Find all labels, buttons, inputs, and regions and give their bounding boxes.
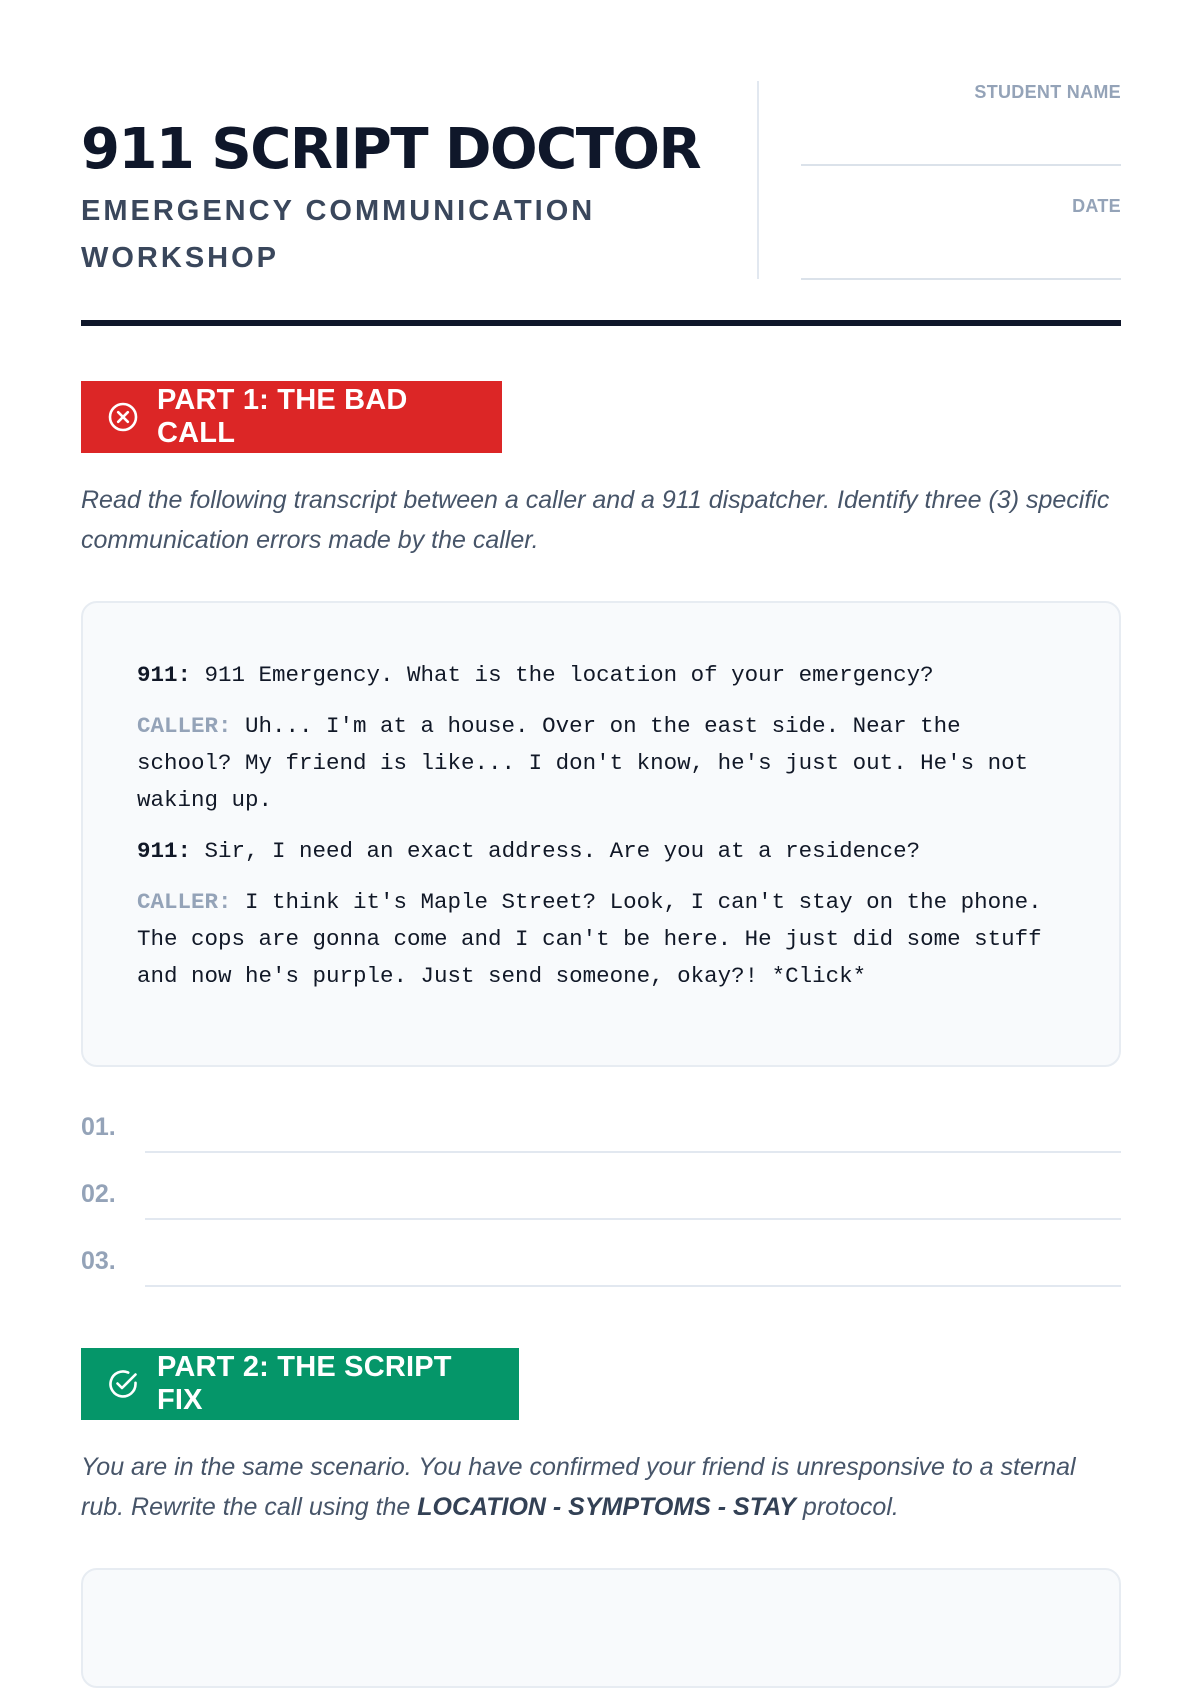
worksheet xyxy=(81,0,1121,1521)
transcript-line xyxy=(137,833,1067,870)
transcript-text: Sir, I need an exact address. Are you at a residence? xyxy=(191,838,921,864)
transcript-text: I think it's Maple Street? Look, I can't stay on the phone. The cops are gonna come and I can't be here. He just did some stuff and now he's purple. Just send someone, okay?! *Click* xyxy=(137,889,1042,989)
answer-row xyxy=(81,1247,1121,1287)
answer-row xyxy=(81,1113,1121,1153)
header-rule xyxy=(81,320,1121,326)
part1-instructions: Read the following transcript between a caller and a 911 dispatcher. Identify three (3) specific communication errors made by the caller. xyxy=(81,486,1110,554)
answer-line[interactable] xyxy=(145,1151,1121,1153)
student-name-line[interactable] xyxy=(801,164,1121,166)
date-label: DATE xyxy=(1072,196,1121,216)
part2-heading: PART 2: THE SCRIPT FIX xyxy=(157,1351,452,1416)
transcript-box xyxy=(81,601,1121,1067)
transcript-line xyxy=(137,657,1067,694)
answer-line[interactable] xyxy=(145,1218,1121,1220)
transcript-text: 911 Emergency. What is the location of your emergency? xyxy=(191,662,934,688)
speaker-caller: CALLER: xyxy=(137,713,232,739)
header xyxy=(81,0,1121,328)
speaker-caller: CALLER: xyxy=(137,889,232,915)
answer-number: 01. xyxy=(81,1113,116,1141)
answer-number: 03. xyxy=(81,1247,116,1275)
part2-instructions-before: You are in the same scenario. You have confirmed your friend is unresponsive to a sternal rub. Rewrite the call using the xyxy=(81,1453,1076,1521)
page-subtitle: EMERGENCY COMMUNICATION WORKSHOP xyxy=(81,195,596,274)
part2-instructions xyxy=(81,1447,1121,1527)
script-fix-box[interactable] xyxy=(81,1568,1121,1688)
part2-heading-tag xyxy=(81,1348,519,1420)
speaker-dispatcher: 911: xyxy=(137,662,192,688)
answer-line[interactable] xyxy=(145,1285,1121,1287)
header-divider xyxy=(757,81,759,279)
protocol-emphasis: LOCATION - SYMPTOMS - STAY xyxy=(417,1493,796,1521)
circle-check-icon xyxy=(107,1368,139,1400)
answer-row xyxy=(81,1180,1121,1220)
part2-instructions-after: protocol. xyxy=(795,1493,899,1521)
part1-heading-tag xyxy=(81,381,502,453)
page-title: 911 SCRIPT DOCTOR xyxy=(81,117,701,182)
circle-x-icon xyxy=(107,401,139,433)
date-line[interactable] xyxy=(801,278,1121,280)
speaker-dispatcher: 911: xyxy=(137,838,192,864)
part1-heading: PART 1: THE BAD CALL xyxy=(157,384,408,449)
transcript-line xyxy=(137,884,1067,995)
transcript-line xyxy=(137,708,1067,819)
student-name-label: STUDENT NAME xyxy=(974,82,1121,102)
transcript-text: Uh... I'm at a house. Over on the east side. Near the school? My friend is like... I don't know, he's just out. He's not waking up. xyxy=(137,713,1029,813)
answer-number: 02. xyxy=(81,1180,116,1208)
